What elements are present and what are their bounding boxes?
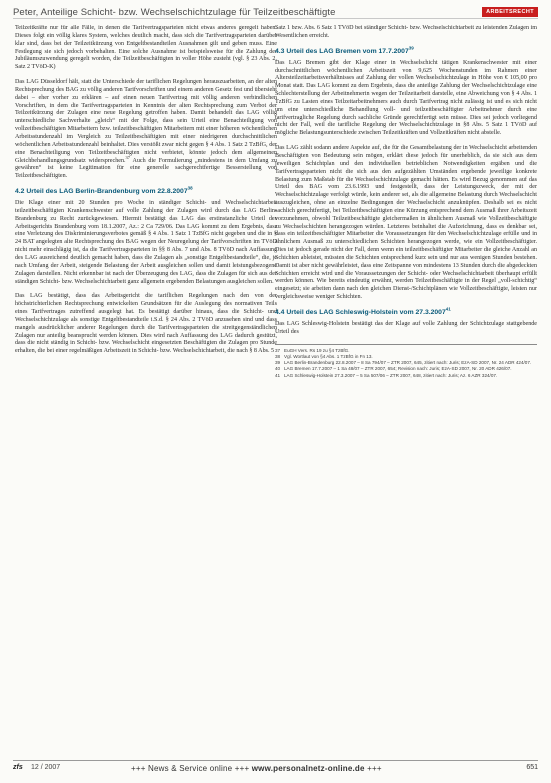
footnote-ref: 37: [125, 154, 131, 160]
right-column: [275, 25, 537, 748]
journal-logo: zfs: [13, 764, 23, 771]
paragraph: Teilzeitkräfte nur für alle Fälle, in denen die Tarifvertragsparteien nicht etwas anderes geregelt haben. Dieses folgt ein völlig klares System, welches deutlich macht, dass sich die Tarifvertragsparteien darüber klar sind, dass bei der Teilzeitkürzung von Entgeltbestandteilen Ausnahmen gilt und geben muss. Eine Festlegung sie sich jedoch vorbehalten. Eine solche Ausnahme ist beispielsweise für die Zahlung der Jubiläumszuwendung geregelt worden, die Teilzeitbeschäftigten in voller Höhe zusteht (vgl. § 23 Abs. 2, Satz 2 TVöD-K): [15, 25, 277, 71]
running-title: Peter, Anteilige Schicht- bzw. Wechselschichtzulage für Teilzeitbeschäftigte: [13, 7, 336, 18]
issue-number: 12 / 2007: [31, 764, 61, 771]
page-header: [13, 7, 538, 19]
footnote: 39 LAG Berlin-Brandenburg 22.8.2007 – 8 Sa 794/07 – ZTR 2007, 645, zitiert nach: Juris; EzA-SD 2007, Nr. 24 ADR 424/07.: [275, 360, 532, 366]
paragraph: Die Klage einer mit 20 Stunden pro Woche in ständiger Schicht- und Wechselschichtarbeit teilzeitbeschäftigten Krankenschwester auf volle Zahlung der Zulagen wird durch das LAG Berlin-Brandenburg zu Recht zurückgewiesen. Hiermit bestätigt das LAG das erstinstanzliche Urteil des Arbeitsgerichts Brandenburg vom 18.1.2007, Az.: 2 Ca 729/06. Das LAG kommt zu dem Ergebnis, dass eine Verletzung des Diskriminierungsverbotes gemäß § 4 Abs. 1 Satz 1 TzBfG nicht gegeben und die in § 24 BAT angelegten alte Rechtsprechung des BAG wegen der Neuregelung der Tarifvorschriften im TVöD nicht mehr einschlägig ist, da die Tarifvertragsparteien in §§ 8 Abs. 7 und Abs. 8 TVöD nach Auffassung des LAG ausreichend deutlich gemacht haben, dass die Zulagen als „sonstige Entgeltbestandteile“, die, je nach Umfang der Arbeit, steigende Belastung der Arbeit ausgleichen sollen und damit leistungsbezogene Zulagen darstellen. Nicht erkennbar ist nach der Überzeugung des LAG, dass die Zulagen für sich aus der ständigen Schicht- bzw. Wechselschichtarbeit ganz allgemein ergebenden Belastungen ausgleichen sollen.: [15, 200, 277, 285]
page-number: 651: [526, 764, 538, 771]
footnotes: [275, 344, 537, 379]
section-heading: 4.2 Urteil des LAG Berlin-Brandenburg vom 22.8.2007$^{38}$: [15, 185, 193, 196]
left-column: [15, 25, 277, 748]
paragraph: Satz 1 bzw. Abs. 6 Satz 1 TVöD bei ständiger Schicht- bzw. Wechselschichtarbeit zu leistenden Zulagen im Wesentlichen erreicht.: [275, 25, 537, 39]
paragraph: Das LAG Bremen gibt der Klage einer in Wechselschicht tätigen Krankenschwester mit einer durchschnittlichen wöchentlichen Arbeitszeit von 9,625 Wochenstunden im Rahmen einer Altersteilzeitarbeitsverhältnisses auf Zahlung der vollen Wechselschichtzulage in Höhe von € 105,00 pro Monat statt. Das LAG kommt zu dem Ergebnis, dass die anteilige Zahlung der Wechselschichtzulage eine Schlechterstellung der Arbeitnehmerin wegen der Teilzeitarbeit darstelle, eine Abweichung von § 4 Abs. 1 TzBfG zu Lasten eines Teilzeitarbeitnehmers auch durch Tarifvertrag nicht zulässig ist und es sich nicht um eine unterschiedliche Behandlung voll- und teilzeitbeschäftigter Arbeitnehmer durch eine tarifvertragliche Regelung durch sachliche Gründe gerechtfertigt sein müsse. Dies sei jedoch vorliegend nicht der Fall, weil die tarifliche Regelung der Wechselschichtzulage in §8 Abs. 5 Satz 1 TVöD auf mögliche Belastungsunterschiede zwischen Teilzeitkräften und Vollzeitkräften nicht abstelle.: [275, 59, 537, 137]
footnote: 41 LAG Schleswig-Holstein 27.3.2007 – 5 Sa 507/06 – ZTR 2007, 648, zitiert nach: Juris; Az. 6 AZR 324/07.: [275, 372, 498, 378]
paragraph: Das LAG Schleswig-Holstein bestätigt das der Klage auf volle Zahlung der Schichtzulage stattgebende Urteil des: [275, 321, 537, 335]
section-heading: 4.4 Urteil des LAG Schleswig-Holstein vom 27.3.2007$^{41}$: [275, 306, 451, 316]
website-link[interactable]: www.personalnetz-online.de: [251, 764, 365, 773]
paragraph: Das LAG bestätigt, dass das Arbeitsgericht die tariflichen Regelungen nach den von der höchstrichterlichen Rechtsprechung entwickelten Grundsätzen für die Auslegung des normativen Teils eines Tarifvertrages zutreffend ausgelegt hat. Es bestätigt darüber hinaus, dass die Schicht- und Wechselschichtzulage als sonstige Entgeltbestandteile i.S.d. § 24 Abs. 2 TVöD anzusehen sind und dass mangels ausdrücklicher anderer Regelungen durch die Tarifvertragsparteien die streitgegenständlichen Zulagen nur anteilig beansprucht werden können. Dies wird nach Auffassung des LAG dadurch gestützt, dass die nicht ständig in Schicht- bzw. Wechselschicht eingesetzten Beschäftigten die Zulagen pro Stunde erhalten, die bei einer regelmäßigen Arbeitszeit in Schicht- bzw. Wechselschichtarbeit, die nach § 8 Abs. 5: [15, 293, 277, 355]
section-heading: 4.3 Urteil des LAG Bremen vom 17.7.2007$^{39}$: [275, 45, 414, 55]
footnote-ref: 39: [408, 45, 414, 51]
page-footer: [13, 760, 538, 775]
footnote: 37 EuGH Vers. Rs 19 zu §4 TzBfG.: [275, 347, 350, 353]
footnote: 40 LAG Bremen 17.7.2007 – 1 Sa 48/07 – ZTR 2007, 654; Revision nach: Juris; EzA-SD 2007, Nr. 20 ADR 426/07.: [275, 366, 512, 372]
footnote-ref: 41: [445, 306, 451, 312]
footnote-ref: 38: [187, 185, 193, 191]
paragraph: Das LAG zählt sodann andere Aspekte auf, die für die Gesamtbelastung der in Wechselschicht arbeitenden Beschäftigten von Bedeutung sein mögen, erklärt diese jedoch für unerheblich, da sie sich aus dem jeweiligen Schichtplan und den individuellen betrieblichen Notwendigkeiten ergäben und die Tarifvertragsparteien nicht die sich aus den aufgezählten Umständen ergebende jeweilige konkrete Belastung zum Maßstab für die Wechselschichtzulage gemacht hätten. Es wird Bezug genommen auf das Urteil des BAG vom 23.6.1993 und festgestellt, dass der Leistungszweck, der mit der Wechselschichtzulage verfolgt würde, kein anderer sei, als die allgemeine Belastung durch Wechselschicht auszugleichen, ohne an einzelne Bedingungen der Wechselschicht anzuknüpfen. Deshalb sei es nicht sachlich gerechtfertigt, bei Teilzeitbeschäftigten eine Kürzung entsprechend dem Ausmaß ihrer Arbeitszeit vorzunehmen, obwohl Teilzeitbeschäftigte gleichermaßen in ähnlichem Ausmaß wie Vollzeitbeschäftigte zu Wechselschichten herangezogen würden. Letzteres beinhaltet die Aufzeichnung, dass es denkbar sei, dass ein teilzeitbeschäftigter Mitarbeiter die Voraussetzungen für den Wechselschichtzulage erfülle und in ähnlichem Ausmaß zu unterschiedlichen Schichten herangezogen werde, wie ein Vollzeitbeschäftigter. Dies ist jedoch gerade nicht der Fall, denn wenn ein teilzeitbeschäftigter Mitarbeiter die gleiche Anzahl an Schichten ableistet, müssten die Schichten entsprechend kurz sein und nur aus wenigen Stunden bestehen. Damit ist aber nicht gewährleistet, dass eine Zeitspanne von mindestens 13 Stunden durch die abgedeckten Schichten erreicht wird und die Voraussetzungen der Schicht- oder Wechselschichtarbeit überhaupt erfüllt werden können. Wie bereits eindeutig erwähnt, werden Teilzeitbeschäftigte in der Regel „voll-schichtig“ eingesetzt; sie arbeiten dann nach den gleichen Dienst-/Schichtplänen wie Vollzeitbeschäftigte, leisten nur vergleichsweise weniger Schichten.: [275, 145, 537, 301]
paragraph: Das LAG Düsseldorf hält, statt die Unterschiede der tariflichen Regelungen herauszuarbeiten, an der alten Rechtsprechung des BAG zu völlig anderen Tarifvorschriften und einem anderen Gesetz fest und übersieht dabei – eher vorher zu erklären – auf einen neuen Tarifvertrag mit völlig anderen verbindlichen Vorschriften, in dem die Tarifvertragsparteien in Kenntnis der alten Rechtsprechung zum Verbot der Teilzeitkürzung der Zulagen eine neue Regelung getroffen haben. Damit behandelt das LAG völlig unterschiedliche Sachverhalte „gleich“ mit der Folge, dass sein Urteil eine Benachteiligung von vollzeitbeschäftigten Mitarbeitern bzw. teilzeitbeschäftigten Mitarbeitern mit einer höheren wöchentlichen Arbeitsstundenzahl im Vergleich zu Teilzeitbeschäftigten mit einer niedrigeren durchschnittlichen wöchentlichen Arbeitsstundenzahl beinhaltet. Dies verstößt zwar nicht gegen § 4 Abs. 1 Satz 2 TzBfG, der eine Benachteiligung von Teilzeitbeschäftigten nicht verbietet, könnte jedoch dem allgemeinen Gleichbehandlungsgrundsatz widersprechen.$^{37}$ Auch die Formulierung „mindestens in dem Umfang zu gewähren“ ist keine Legitimation für eine generelle sachgerechtfertige Besserstellung von Teilzeitbeschäftigten.: [15, 79, 277, 180]
footer-promo: +++ News & Service online +++ www.personalnetz-online.de +++: [131, 764, 382, 773]
footnote: 38 Vgl. Wortlaut von §4 Abs. 1 TzBfG in Fn 13.: [275, 353, 373, 359]
section-badge: ARBEITSRECHT: [482, 7, 538, 17]
